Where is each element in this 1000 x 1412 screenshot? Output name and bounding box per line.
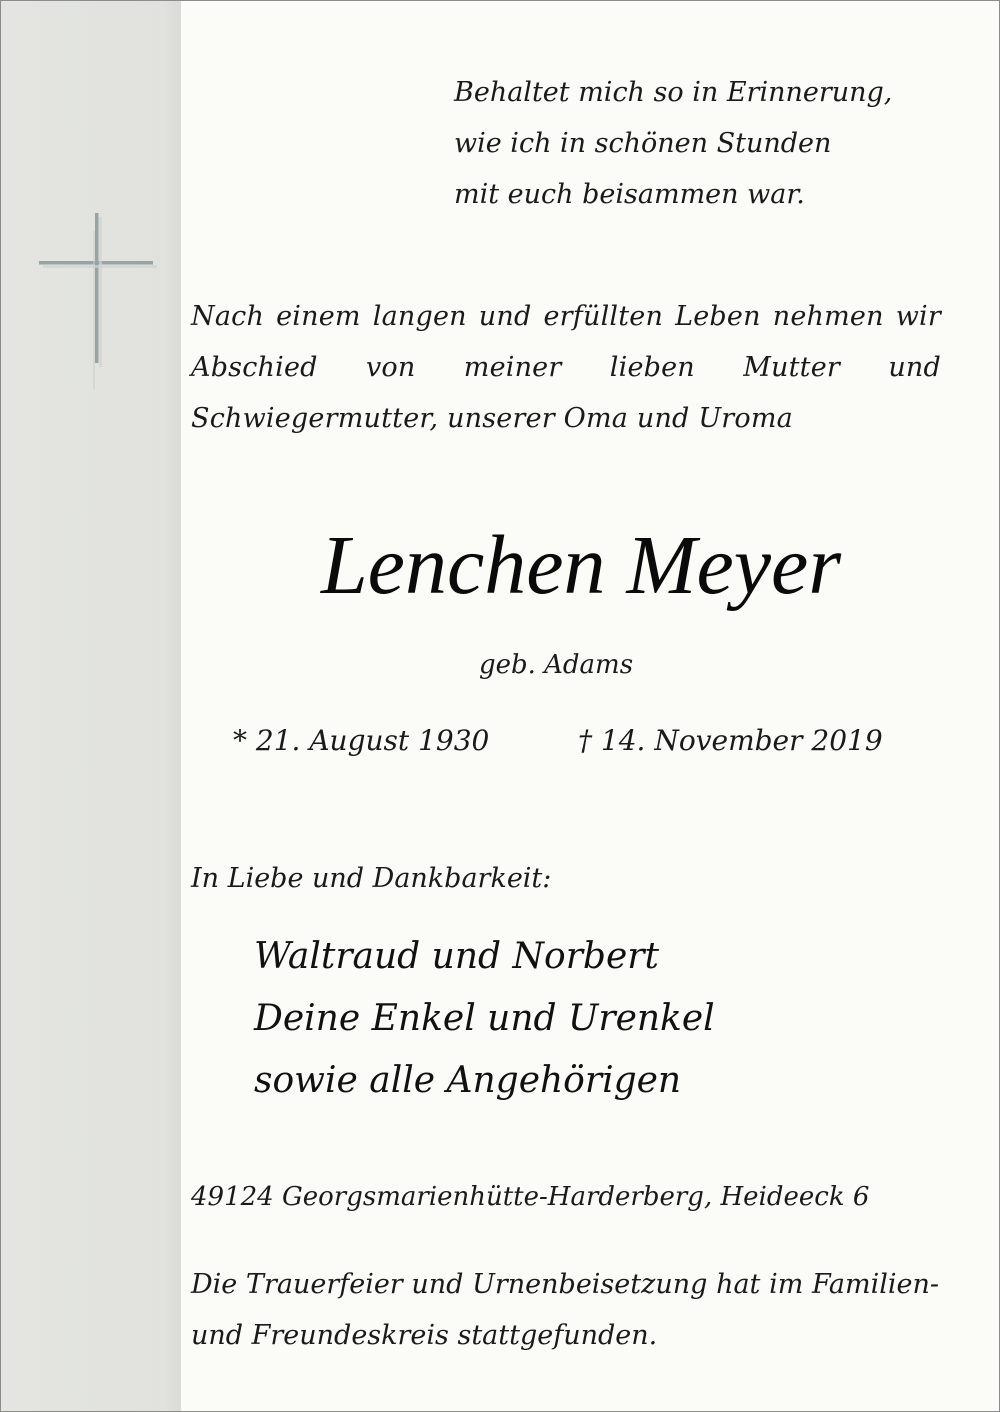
mourner-name: sowie alle Angehörigen	[254, 1060, 682, 1101]
deceased-name: Lenchen Meyer	[320, 519, 842, 612]
death-date: † 14. November 2019	[578, 724, 883, 757]
quote-line: Behaltet mich so in Erinnerung,	[454, 77, 893, 108]
intro-text: Nach einem langen und erfüllten Leben nehmen wir Abschied von meiner lieben Mutter und Schwiegermutter, unserer Oma und Uroma	[191, 301, 941, 434]
birth-date: * 21. August 1930	[233, 724, 490, 757]
mourner-name: Waltraud und Norbert	[254, 936, 659, 977]
quote-line: mit euch beisammen war.	[454, 179, 805, 210]
epitaph-quote	[454, 67, 892, 220]
funeral-note: Die Trauerfeier und Urnenbeisetzung hat im Familien- und Freundeskreis stattgefunden.	[191, 1269, 939, 1351]
maiden-name: geb. Adams	[478, 650, 634, 680]
quote-line: wie ich in schönen Stunden	[454, 128, 832, 159]
mourners-list	[254, 926, 715, 1112]
mourner-name: Deine Enkel und Urenkel	[254, 998, 715, 1039]
cross-icon	[39, 211, 161, 391]
mourners-intro: In Liebe und Dankbarkeit:	[191, 863, 552, 894]
address: 49124 Georgsmarienhütte-Harderberg, Heideeck 6	[191, 1182, 870, 1212]
